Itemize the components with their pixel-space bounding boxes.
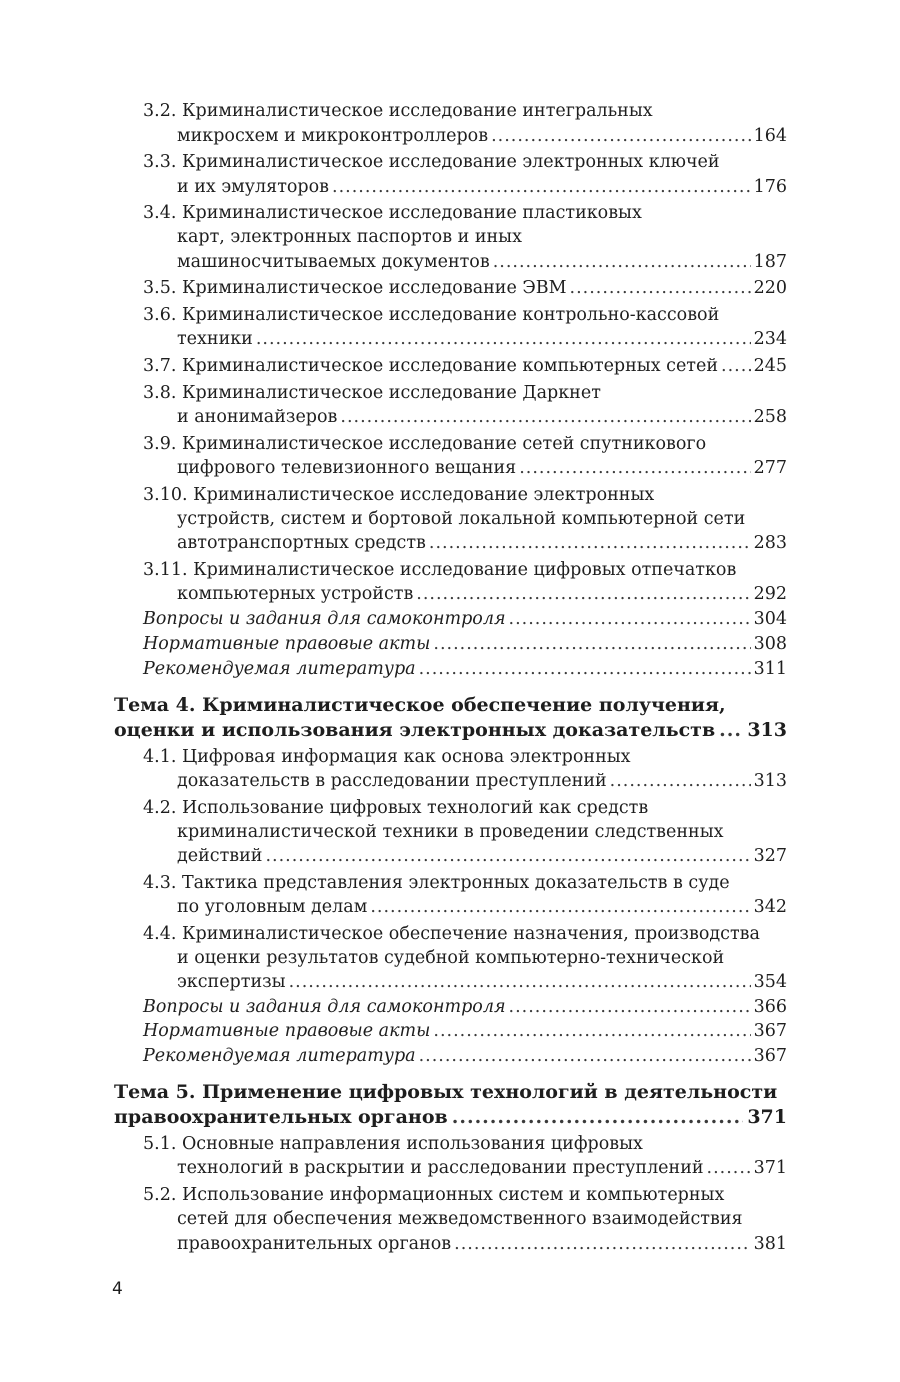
page-ref: 187 bbox=[753, 252, 787, 272]
page-ref: 313 bbox=[753, 771, 787, 791]
page-ref: 176 bbox=[753, 177, 787, 197]
toc-entry-4-1-cont: доказательств в расследовании преступлений ..... 313 bbox=[177, 769, 787, 793]
dot-leader bbox=[370, 895, 750, 919]
toc-entry-3-10-cont: автотранспортных средств ..... 283 bbox=[177, 531, 787, 555]
dot-leader bbox=[265, 844, 750, 868]
toc-entry-3-11: 3.11. Криминалистическое исследование цифровых отпечатков bbox=[143, 560, 737, 580]
dot-leader bbox=[570, 276, 751, 300]
page-ref: 342 bbox=[753, 897, 787, 917]
dot-leader bbox=[419, 657, 751, 681]
toc-entry-3-9-cont: цифрового телевизионного вещания ..... 277 bbox=[177, 456, 787, 480]
page-ref: 313 bbox=[747, 719, 787, 741]
page-ref: 164 bbox=[753, 126, 787, 146]
dot-leader bbox=[719, 717, 743, 743]
page-ref: 371 bbox=[747, 1106, 787, 1128]
dot-leader bbox=[519, 456, 750, 480]
page-ref: 245 bbox=[753, 356, 787, 376]
toc-entry-questions: Вопросы и задания для самоконтроля ..... 304 bbox=[143, 607, 787, 631]
toc-entry-3-7: 3.7. Криминалистическое исследование компьютерных сетей ..... 245 bbox=[143, 354, 787, 378]
page-ref: 277 bbox=[753, 458, 787, 478]
dot-leader bbox=[419, 1044, 751, 1068]
toc-entry-3-6: 3.6. Криминалистическое исследование контрольно-кассовой bbox=[143, 305, 720, 325]
toc-topic-5-cont: правоохранительных органов ..... 371 bbox=[114, 1104, 787, 1130]
page-ref: 371 bbox=[753, 1158, 787, 1178]
toc-entry-literature: Рекомендуемая литература ..... 311 bbox=[143, 657, 787, 681]
page-ref: 311 bbox=[753, 659, 787, 679]
toc-entry-5-2: 5.2. Использование информационных систем и компьютерных bbox=[143, 1185, 725, 1205]
page-ref: 283 bbox=[753, 533, 787, 553]
toc-entry-3-5: 3.5. Криминалистическое исследование ЭВМ ..... 220 bbox=[143, 276, 787, 300]
toc-entry-4-2: 4.2. Использование цифровых технологий как средств bbox=[143, 798, 649, 818]
toc-entry-3-2-cont: микросхем и микроконтроллеров ..... 164 bbox=[177, 124, 787, 148]
dot-leader bbox=[707, 1156, 751, 1180]
dot-leader bbox=[256, 327, 751, 351]
toc-entry-questions: Вопросы и задания для самоконтроля ..... 366 bbox=[143, 995, 787, 1019]
toc-entry-3-2: 3.2. Криминалистическое исследование интегральных bbox=[143, 101, 653, 121]
page-ref: 258 bbox=[753, 407, 787, 427]
toc-entry-3-10: 3.10. Криминалистическое исследование электронных bbox=[143, 485, 655, 505]
toc-entry-legal-acts: Нормативные правовые акты ..... 308 bbox=[143, 632, 787, 656]
toc-entry-4-2-cont: действий ..... 327 bbox=[177, 844, 787, 868]
page-ref: 308 bbox=[753, 634, 787, 654]
dot-leader bbox=[721, 354, 751, 378]
dot-leader bbox=[452, 1104, 744, 1130]
dot-leader bbox=[340, 405, 750, 429]
toc-entry-3-4-cont: карт, электронных паспортов и иных bbox=[177, 227, 522, 247]
dot-leader bbox=[289, 970, 751, 994]
toc-topic-4-cont: оценки и использования электронных доказательств ..... 313 bbox=[114, 717, 787, 743]
toc-entry-4-2-cont: криминалистической техники в проведении следственных bbox=[177, 822, 724, 842]
toc-entry-literature: Рекомендуемая литература ..... 367 bbox=[143, 1044, 787, 1068]
dot-leader bbox=[433, 632, 750, 656]
dot-leader bbox=[332, 175, 751, 199]
toc-entry-legal-acts: Нормативные правовые акты ..... 367 bbox=[143, 1019, 787, 1043]
toc-entry-5-2-cont: правоохранительных органов ..... 381 bbox=[177, 1232, 787, 1256]
toc-entry-3-8: 3.8. Криминалистическое исследование Даркнет bbox=[143, 383, 601, 403]
toc-entry-3-8-cont: и анонимайзеров ..... 258 bbox=[177, 405, 787, 429]
page-ref: 366 bbox=[753, 997, 787, 1017]
page-ref: 354 bbox=[753, 972, 787, 992]
page-ref: 220 bbox=[753, 278, 787, 298]
dot-leader bbox=[610, 769, 751, 793]
dot-leader bbox=[454, 1232, 750, 1256]
dot-leader bbox=[493, 250, 751, 274]
toc-entry-5-2-cont: сетей для обеспечения межведомственного взаимодействия bbox=[177, 1209, 743, 1229]
toc-entry-3-9: 3.9. Криминалистическое исследование сетей спутникового bbox=[143, 434, 707, 454]
toc-topic-4: Тема 4. Криминалистическое обеспечение получения, bbox=[114, 694, 726, 716]
page-number: 4 bbox=[112, 1279, 123, 1299]
page-ref: 367 bbox=[753, 1021, 787, 1041]
toc-entry-4-3: 4.3. Тактика представления электронных доказательств в суде bbox=[143, 873, 730, 893]
toc-entry-3-6-cont: техники ..... 234 bbox=[177, 327, 787, 351]
dot-leader bbox=[491, 124, 751, 148]
dot-leader bbox=[433, 1019, 750, 1043]
page-ref: 292 bbox=[753, 584, 787, 604]
page-ref: 381 bbox=[753, 1234, 787, 1254]
toc-entry-4-1: 4.1. Цифровая информация как основа электронных bbox=[143, 747, 631, 767]
dot-leader bbox=[429, 531, 751, 555]
toc-entry-4-4-cont: экспертизы ..... 354 bbox=[177, 970, 787, 994]
toc-entry-4-4-cont: и оценки результатов судебной компьютерно-технической bbox=[177, 948, 725, 968]
toc-entry-3-4-cont: машиносчитываемых документов ..... 187 bbox=[177, 250, 787, 274]
page-ref: 234 bbox=[753, 329, 787, 349]
toc-entry-3-3-cont: и их эмуляторов ..... 176 bbox=[177, 175, 787, 199]
toc-entry-3-11-cont: компьютерных устройств ..... 292 bbox=[177, 582, 787, 606]
dot-leader bbox=[509, 607, 751, 631]
page-ref: 304 bbox=[753, 609, 787, 629]
toc-entry-4-4: 4.4. Криминалистическое обеспечение назначения, производства bbox=[143, 924, 760, 944]
toc-topic-5: Тема 5. Применение цифровых технологий в деятельности bbox=[114, 1081, 778, 1103]
page-ref: 327 bbox=[753, 846, 787, 866]
toc-entry-5-1: 5.1. Основные направления использования цифровых bbox=[143, 1134, 643, 1154]
toc-entry-3-4: 3.4. Криминалистическое исследование пластиковых bbox=[143, 203, 642, 223]
toc-entry-3-10-cont: устройств, систем и бортовой локальной компьютерной сети bbox=[177, 509, 746, 529]
toc-entry-3-3: 3.3. Криминалистическое исследование электронных ключей bbox=[143, 152, 720, 172]
dot-leader bbox=[416, 582, 750, 606]
dot-leader bbox=[509, 995, 751, 1019]
page-ref: 367 bbox=[753, 1046, 787, 1066]
toc-entry-5-1-cont: технологий в раскрытии и расследовании преступлений ..... 371 bbox=[177, 1156, 787, 1180]
toc-entry-4-3-cont: по уголовным делам ..... 342 bbox=[177, 895, 787, 919]
